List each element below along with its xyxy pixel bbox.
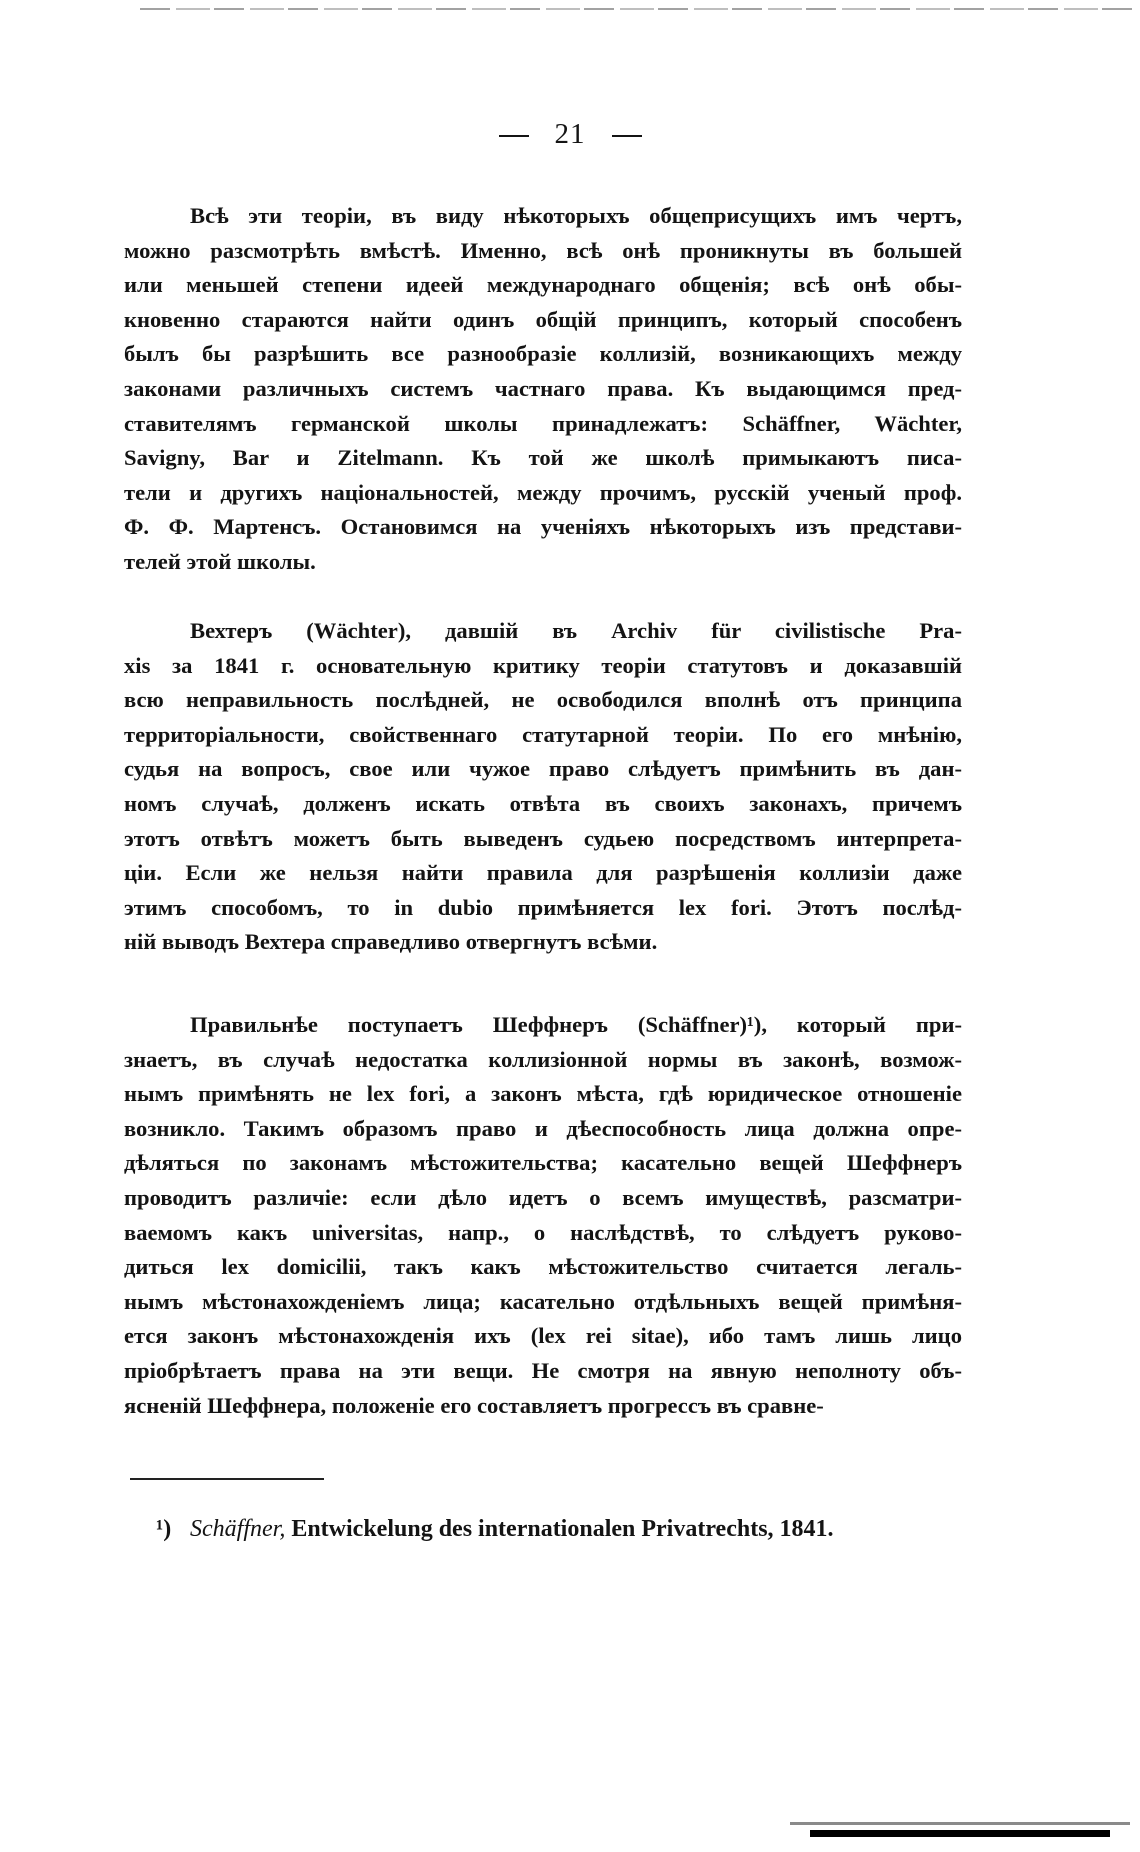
paragraph-schaffner bbox=[124, 1008, 962, 1423]
text-line: нымъ мѣстонахожденіемъ лица; касательно отдѣльныхъ вещей примѣня- bbox=[124, 1288, 962, 1314]
text-line: всю неправильность послѣдней, не освободился вполнѣ отъ принципа bbox=[124, 687, 962, 713]
text-line: телей этой школы. bbox=[124, 548, 316, 574]
text-line: былъ бы разрѣшить все разнообразіе коллизій, возникающихъ между bbox=[124, 341, 962, 367]
page-number: 21 bbox=[554, 118, 586, 150]
text-line: Ф. Ф. Мартенсъ. Остановимся на ученіяхъ нѣкоторыхъ изъ представи- bbox=[124, 514, 962, 540]
bottom-scan-mark bbox=[810, 1830, 1110, 1837]
right-dash bbox=[612, 135, 642, 137]
text-line: тели и другихъ національностей, между прочимъ, русскій ученый проф. bbox=[124, 479, 962, 505]
text-line: Savigny, Bar и Zitelmann. Къ той же школѣ примыкаютъ писа- bbox=[124, 445, 962, 471]
text-line: дѣляться по законамъ мѣстожительства; касательно вещей Шеффнеръ bbox=[124, 1150, 962, 1176]
text-line: Вехтеръ (Wächter), давшій въ Archiv für civilistische Pra- bbox=[190, 618, 962, 643]
text-line: или меньшей степени идеей международнаго общенія; всѣ онѣ обы- bbox=[124, 272, 962, 298]
text-line: пріобрѣтаетъ права на эти вещи. Не смотря на явную неполноту объ- bbox=[124, 1357, 962, 1383]
paragraph-wachter bbox=[124, 614, 962, 960]
left-dash bbox=[499, 135, 529, 137]
paragraph-theories-overview bbox=[124, 199, 962, 580]
footnote bbox=[156, 1512, 834, 1546]
text-line: этимъ способомъ, то in dubio примѣняется lex fori. Этотъ послѣд- bbox=[124, 894, 962, 920]
text-line: Всѣ эти теоріи, въ виду нѣкоторыхъ общеприсущихъ имъ чертъ, bbox=[190, 203, 962, 228]
text-line: xis за 1841 г. основательную критику теоріи статутовъ и доказавшій bbox=[124, 652, 962, 678]
text-line: диться lex domicilii, такъ какъ мѣстожительство считается легаль- bbox=[124, 1254, 962, 1280]
text-line: возникло. Такимъ образомъ право и дѣеспособность лица должна опре- bbox=[124, 1115, 962, 1141]
text-line: ціи. Если же нельзя найти правила для разрѣшенія коллизіи даже bbox=[124, 860, 962, 886]
text-line: территоріальности, свойственнаго статутарной теоріи. По его мнѣнію, bbox=[124, 721, 962, 747]
top-scan-rule bbox=[140, 8, 1132, 10]
footnote-separator bbox=[130, 1478, 324, 1480]
text-line: нымъ примѣнять не lex fori, а законъ мѣста, гдѣ юридическое отношеніе bbox=[124, 1081, 962, 1107]
footnote-author: Schäffner, bbox=[190, 1516, 286, 1542]
page-number-header bbox=[0, 118, 1140, 151]
footnote-text: Entwickelung des internationalen Privatrechts, 1841. bbox=[291, 1516, 834, 1542]
text-line: этотъ отвѣтъ можетъ быть выведенъ судьею посредствомъ интерпрета- bbox=[124, 825, 962, 851]
text-line: проводитъ различіе: если дѣло идетъ о всемъ имуществѣ, разсматри- bbox=[124, 1184, 962, 1210]
text-line: ній выводъ Вехтера справедливо отвергнутъ всѣми. bbox=[124, 929, 658, 955]
text-line: ваемомъ какъ universitas, напр., о наслѣдствѣ, то слѣдуетъ руково- bbox=[124, 1219, 962, 1245]
text-line: судья на вопросъ, свое или чужое право слѣдуетъ примѣнить въ дан- bbox=[124, 756, 962, 782]
text-line: можно разсмотрѣть вмѣстѣ. Именно, всѣ онѣ проникнуты въ большей bbox=[124, 237, 962, 263]
text-line: законами различныхъ системъ частнаго права. Къ выдающимся пред- bbox=[124, 375, 962, 401]
bottom-scan-mark-light bbox=[790, 1822, 1130, 1825]
text-line: ясненій Шеффнера, положеніе его составляетъ прогрессъ въ сравне- bbox=[124, 1392, 824, 1418]
text-line: номъ случаѣ, долженъ искать отвѣта въ своихъ законахъ, причемъ bbox=[124, 790, 962, 816]
footnote-marker: ¹) bbox=[156, 1516, 172, 1542]
text-line: Правильнѣе поступаетъ Шеффнеръ (Schäffner)¹), который при- bbox=[190, 1012, 962, 1037]
text-line: ется законъ мѣстонахожденія ихъ (lex rei sitae), ибо тамъ лишь лицо bbox=[124, 1323, 962, 1349]
text-line: ставителямъ германской школы принадлежатъ: Schäffner, Wächter, bbox=[124, 410, 962, 436]
text-line: знаетъ, въ случаѣ недостатка коллизіонной нормы въ законѣ, возмож- bbox=[124, 1046, 962, 1072]
text-line: кновенно стараются найти одинъ общій принципъ, который способенъ bbox=[124, 306, 962, 332]
